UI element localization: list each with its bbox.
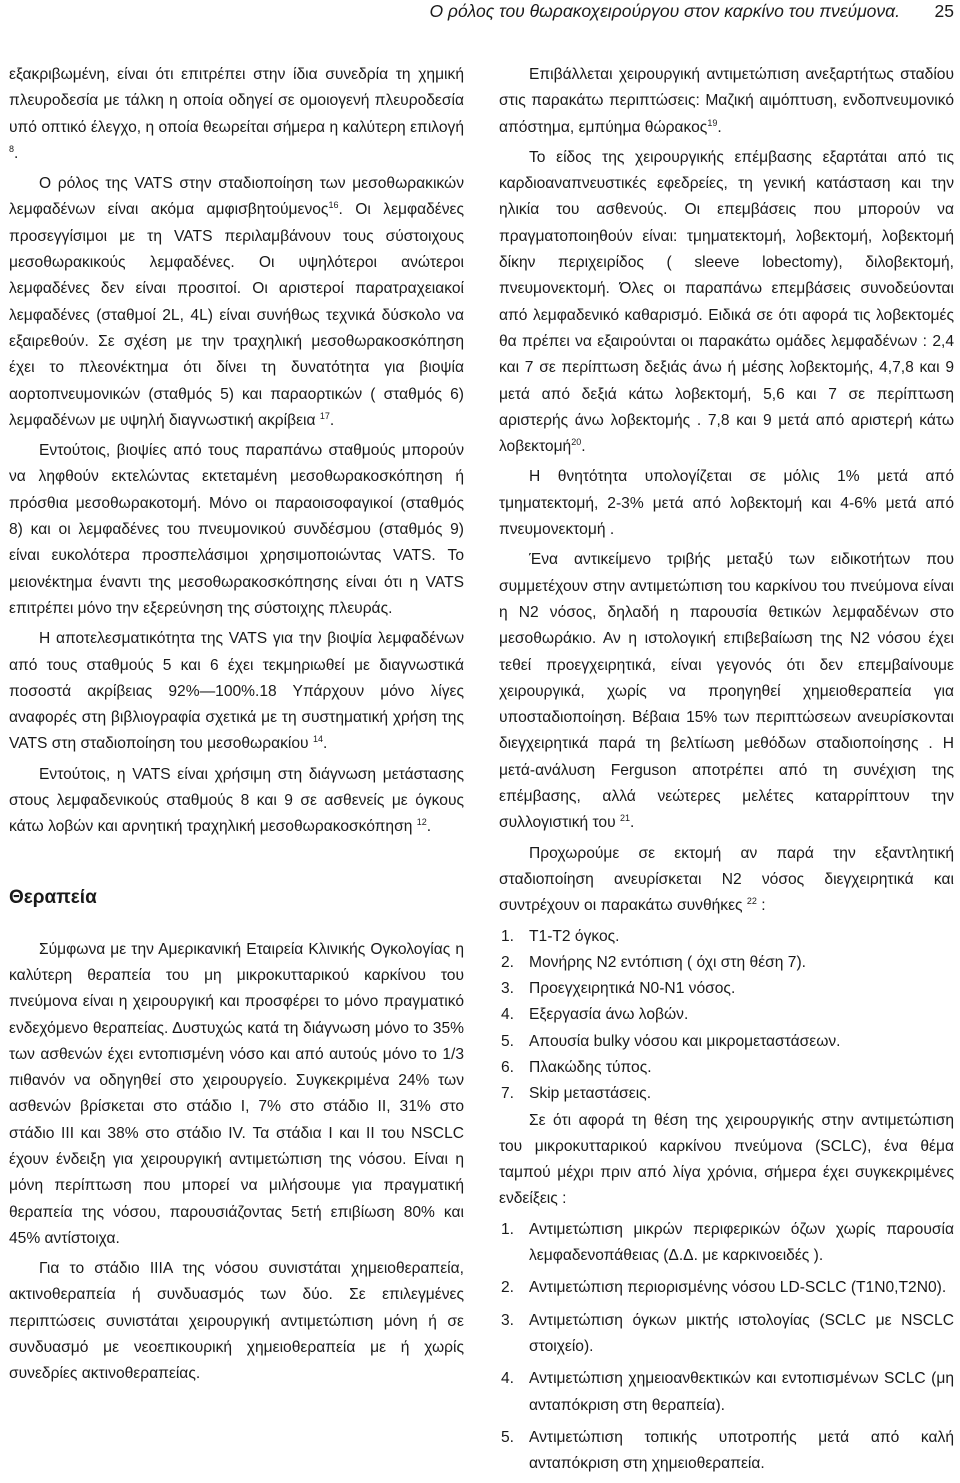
citation: 19 [707, 117, 718, 128]
list-item: 7. Skip μεταστάσεις. [501, 1085, 652, 1103]
list-item: 2. Αντιμετώπιση περιορισμένης νόσου LD-SCLC (Τ1Ν0,Τ2Ν0). [501, 1279, 947, 1297]
paragraph: Ένα αντικείμενο τριβής μεταξύ των ειδικοτήτων που συμμετέχουν στην αντιμετώπιση του καρκίνου του πνεύμονα είναι η Ν2 νόσος, δηλαδή η παρουσία θετικών λεμφαδένων στο μεσοθωράκιο. Αν η ιστολογική επιβεβαίωση της Ν2 νόσου έχει τεθεί προεγχειρητικά, είναι γεγονός ότι δεν επεμβαίνουμε χειρουργικά, χωρίς να προηγηθεί χημειοθεραπεία για υποσταδιοποίηση. Βέβαια 15% των περιπτώσεων ανευρίσκονται διεγχειρητικά παρά τη βελτίωση μεθόδων σταδιοποίησης . Η μετά-ανάλυση Ferguson αποτρέπει από τη συνέχιση της επέμβασης, αλλά νεώτερες μελέτες καταρρίπτουν την συλλογιστική του $^{21}$. [499, 551, 954, 832]
list-item: 1. Τ1-Τ2 όγκος. [501, 927, 620, 945]
left-column [9, 62, 464, 1392]
list-item: 2. Μονήρης Ν2 εντόπιση ( όχι στη θέση 7). [501, 953, 807, 971]
right-column [499, 62, 954, 1483]
indications-list [499, 1217, 954, 1478]
paragraph: Η θνητότητα υπολογίζεται σε μόλις 1% μετά από τμηματεκτομή, 2-3% μετά από λοβεκτομή και 4-6% μετά από πνευμονεκτομή . [499, 468, 954, 539]
paragraph: Σύμφωνα με την Αμερικανική Εταιρεία Κλινικής Ογκολογίας η καλύτερη θεραπεία του μη μικροκυτταρικού καρκίνου του πνεύμονα είναι η χειρουργική και προσφέρει το μόνο πραγματικό ενδεχόμενο θεραπείας. Δυστυχώς κατά τη διάγνωση μόνο το 35% των ασθενών έχει εντοπισμένη νόσο και από αυτούς μόνο το 1/3 πιθανόν να οδηγηθεί στο χειρουργείο. Συγκεκριμένα 24% των ασθενών βρίσκεται στο στάδιο Ι, 7% στο στάδιο ΙΙ, 31% στο στάδιο ΙΙΙ και 38% στο στάδιο IV. Τα στάδια Ι και ΙΙ του NSCLC έχουν ένδειξη για χειρουργική αντιμετώπιση της νόσου. Είναι η μόνη περίπτωση που μπορεί να μιλήσουμε για πραγματική θεραπεία της νόσου, παρουσιάζοντας 5ετή επιβίωση 80% και 45% αντίστοιχα. [9, 940, 464, 1247]
citation: 16 [328, 200, 339, 211]
citation: 20 [571, 436, 582, 447]
paragraph: Ο ρόλος της VATS στην σταδιοποίηση των μεσοθωρακικών λεμφαδένων είναι ακόμα αμφισβητούμενος$^{16}$. Οι λεμφαδένες προσεγγίσιμοι με τη VATS περιλαμβάνουν τους σύστοιχους μεσοθωρακικούς λεμφαδένες. Οι υψηλότεροι ανώτεροι λεμφαδένες δεν είναι προσιτοί. Οι αριστεροί παρατραχειακοί λεμφαδένες (σταθμοί 2L, 4L) είναι συνήθως τεχνικά δύσκολο να εξαιρεθούν. Σε σχέση με την τραχηλική μεσοθωρακοσκόπηση έχει το πλεονέκτημα ότι δίνει τη δυνατότητα για βιοψία αορτοπνευμονικών (σταθμός 5) και παραορτικών ( σταθμός 6) λεμφαδένων με υψηλή διαγνωστική ακρίβεια $^{17}$. [9, 175, 464, 429]
list-item: 5. Απουσία bulky νόσου και μικρομεταστάσεων. [501, 1032, 841, 1050]
running-title: Ο ρόλος του θωρακοχειρούργου στον καρκίνο του πνεύμονα. [429, 1, 900, 21]
list-item: 4. Αντιμετώπιση χημειοανθεκτικών και εντοπισμένων SCLC (μη ανταπόκριση στη θεραπεία). [501, 1370, 954, 1414]
paragraph: Για το στάδιο ΙΙΙΑ της νόσου συνιστάται χημειοθεραπεία, ακτινοθεραπεία ή συνδυασμός των δύο. Σε επιλεγμένες περιπτώσεις συνιστάται χειρουργική αντιμετώπιση μόνη ή σε συνδυασμό με νεοεπικουρική χημειοθεραπεία με ή χωρίς συνεδρίες ακτινοθεραπείας. [9, 1260, 464, 1383]
list-item: 5. Αντιμετώπιση τοπικής υποτροπής μετά από καλή ανταπόκριση στη χημειοθεραπεία. [501, 1428, 954, 1473]
list-item: 1. Αντιμετώπιση μικρών περιφερικών όζων χωρίς παρουσία λεμφαδενοπάθειας (Δ.Δ. με καρκινοειδές ). [501, 1220, 954, 1265]
page-number: 25 [934, 1, 954, 21]
citation: 22 [746, 896, 757, 907]
paragraph: Η αποτελεσματικότητα της VATS για την βιοψία λεμφαδένων από τους σταθμούς 5 και 6 έχει τεκμηριωθεί με διαγνωστικά ποσοστά ακρίβειας 92%—100%.18 Υπάρχουν μόνο λίγες αναφορές στη βιβλιογραφία σχετικά με τη συστηματική χρήση της VATS στη σταδιοποίηση του μεσοθωρακίου $^{14}$. [9, 630, 464, 753]
citation: 21 [619, 813, 630, 824]
citation: 17 [319, 410, 330, 421]
paragraph: Εντούτοις, βιοψίες από τους παραπάνω σταθμούς μπορούν να ληφθούν εκτελώντας εκτεταμένη μεσοθωρακοσκόπηση ή πρόσθια μεσοθωρακοτομή. Μόνο οι παραοισοφαγικοί (σταθμός 8) και οι λεμφαδένες του πνευμονικού συνδέσμου (σταθμός 9) είναι ευκολότερα προσπελάσιμοι χρησιμοποιώντας VATS. Το μειονέκτημα έναντι της μεσοθωρακοσκόπησης είναι ότι η VATS επιτρέπει μόνο την εξερεύνηση της σύστοιχης πλευράς. [9, 442, 464, 617]
list-item: 6. Πλακώδης τύπος. [501, 1058, 652, 1076]
section-heading: Θεραπεία [9, 886, 97, 908]
running-header [0, 0, 960, 26]
conditions-list [499, 924, 954, 1108]
paragraph: Προχωρούμε σε εκτομή αν παρά την εξαντλητική σταδιοποίηση ανευρίσκεται Ν2 νόσος διεγχειρητικά και συντρέχουν οι παρακάτω συνθήκες $^{22}$ : [499, 844, 954, 915]
list-item: 4. Εξεργασία άνω λοβών. [501, 1006, 689, 1024]
list-item: 3. Προεγχειρητικά Ν0-Ν1 νόσος. [501, 980, 736, 998]
citation: 12 [416, 817, 427, 828]
list-item: 3. Αντιμετώπιση όγκων μικτής ιστολογίας (SCLC με NSCLC στοιχείο). [501, 1311, 954, 1355]
paragraph: Σε ότι αφορά τη θέση της χειρουργικής στην αντιμετώπιση του μικροκυτταρικού καρκίνου πνεύμονα (SCLC), ένα θέμα ταμπού μέχρι πριν από λίγα χρόνια, σήμερα έχει συγκεκριμένες ενδείξεις : [499, 1111, 954, 1208]
paragraph: Επιβάλλεται χειρουργική αντιμετώπιση ανεξαρτήτως σταδίου στις παρακάτω περιπτώσεις: Μαζική αιμόπτυση, ενδοπνευμονικό απόστημα, εμπύημα θώρακος$^{19}$. [499, 66, 954, 136]
paragraph: Εντούτοις, η VATS είναι χρήσιμη στη διάγνωση μετάστασης στους λεμφαδενικούς σταθμούς 8 και 9 σε ασθενείς με όγκους κάτω λοβών και αρνητική τραχηλική μεσοθωρακοσκόπηση $^{12}$. [9, 765, 464, 836]
paragraph: Το είδος της χειρουργικής επέμβασης εξαρτάται από τις καρδιοαναπνευστικές εφεδρείες, τη γενική κατάσταση και την ηλικία του ασθενούς. Οι επεμβάσεις που μπορούν να πραγματοποιηθούν είναι: τμηματεκτομή, λοβεκτομή, λοβεκτομή δίκην περιχειρίδος ( sleeve lobectomy), διλοβεκτομή, πνευμονεκτομή. Όλες οι παραπάνω επεμβάσεις συνοδεύονται από λεμφαδενικό καθαρισμό. Ειδικά σε ότι αφορά τις λοβεκτομές θα πρέπει να εξαιρούνται οι παρακάτω ομάδες λεμφαδένων : 2,4 και 7 σε περίπτωση δεξιάς άνω ή μέσης λοβεκτομής, 4,7,8 και 9 μετά από δεξιά κάτω λοβεκτομή, 5,6 και 7 σε περίπτωση αριστερής άνω λοβεκτομής . 7,8 και 9 μετά από αριστερή κάτω λοβεκτομή$^{20}$. [499, 148, 954, 456]
citation: 14 [312, 734, 323, 745]
paragraph: εξακριβωμένη, είναι ότι επιτρέπει στην ίδια συνεδρία τη χημική πλευροδεσία με τάλκη η οποία οδηγεί σε ομοιογενή πλευροδεσία υπό οπτικό έλεγχο, η οποία θεωρείται σήμερα η καλύτερη επιλογή $^8$. [9, 66, 464, 162]
citation: 8 [9, 143, 15, 154]
